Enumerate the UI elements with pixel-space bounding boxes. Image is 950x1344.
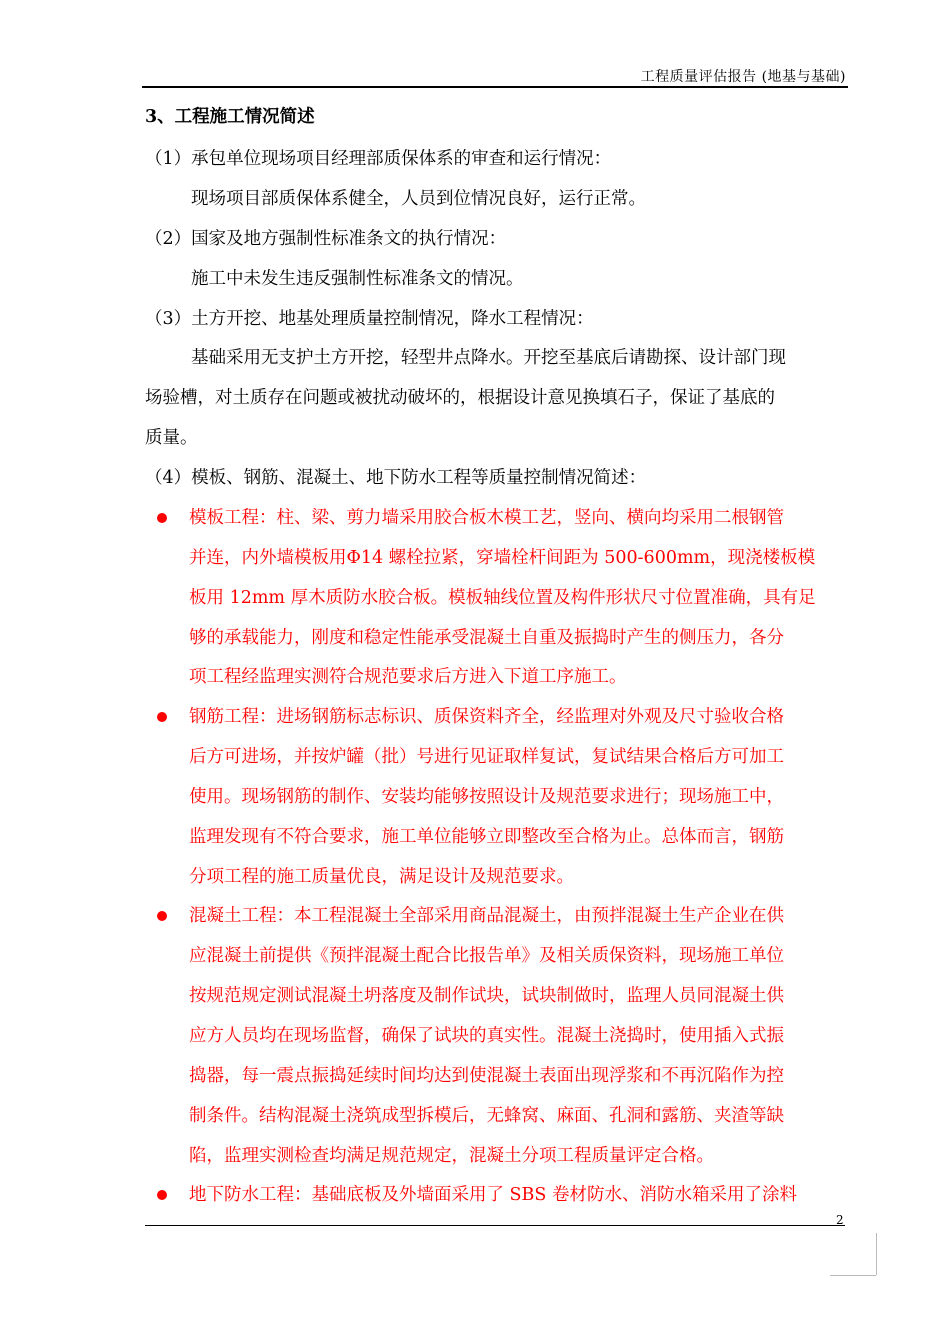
bullet-line: 项工程经监理实测符合规范要求后方进入下道工序施工。 (189, 667, 627, 687)
header-rule (142, 86, 848, 88)
bullet-dot-icon (157, 1190, 167, 1200)
header-title: 工程质量评估报告 (地基与基础) (640, 69, 846, 85)
item-2-body: 施工中未发生违反强制性标准条文的情况。 (191, 269, 524, 289)
bullet-line: 陷，监理实测检查均满足规范规定，混凝土分项工程质量评定合格。 (189, 1146, 714, 1166)
bullet-line: 捣器，每一震点振捣延续时间均达到使混凝土表面出现浮浆和不再沉陷作为控 (189, 1066, 784, 1086)
bullet-dot-icon (157, 712, 167, 722)
bullet-line: 制条件。结构混凝土浇筑成型拆模后，无蜂窝、麻面、孔洞和露筋、夹渣等缺 (189, 1106, 784, 1126)
bullet-line: 监理发现有不符合要求，施工单位能够立即整改至合格为止。总体而言，钢筋 (189, 827, 784, 847)
bullet-dot-icon (157, 513, 167, 523)
item-4-heading: （4）模板、钢筋、混凝土、地下防水工程等质量控制情况简述： (145, 468, 647, 488)
bullet-line: 后方可进场，并按炉罐（批）号进行见证取样复试，复试结果合格后方可加工 (189, 747, 784, 767)
bullet-line: 钢筋工程：进场钢筋标志标识、质保资料齐全，经监理对外观及尺寸验收合格 (189, 707, 784, 727)
item-1-heading: （1）承包单位现场项目经理部质保体系的审查和运行情况： (145, 149, 612, 169)
bullet-line: 按规范规定测试混凝土坍落度及制作试块，试块制做时，监理人员同混凝土供 (189, 986, 784, 1006)
item-3-body-line: 质量。 (145, 428, 198, 448)
item-1-body: 现场项目部质保体系健全，人员到位情况良好，运行正常。 (191, 189, 646, 209)
crop-mark (830, 1275, 876, 1276)
item-2-heading: （2）国家及地方强制性标准条文的执行情况： (145, 229, 507, 249)
bullet-line: 应方人员均在现场监督，确保了试块的真实性。混凝土浇捣时，使用插入式振 (189, 1026, 784, 1046)
bullet-line: 并连，内外墙模板用Φ14 螺栓拉紧，穿墙栓杆间距为 500-600mm，现浇楼板模 (189, 548, 816, 568)
bullet-line: 混凝土工程：本工程混凝土全部采用商品混凝土，由预拌混凝土生产企业在供 (189, 906, 784, 926)
item-3-body-line: 基础采用无支护土方开挖，轻型井点降水。开挖至基底后请勘探、设计部门现 (191, 348, 786, 368)
section-title: 3、工程施工情况简述 (145, 107, 315, 127)
bullet-line: 应混凝土前提供《预拌混凝土配合比报告单》及相关质保资料，现场施工单位 (189, 946, 784, 966)
item-3-heading: （3）土方开挖、地基处理质量控制情况，降水工程情况： (145, 309, 594, 329)
item-3-body-line: 场验槽，对土质存在问题或被扰动破坏的，根据设计意见换填石子，保证了基底的 (145, 388, 775, 408)
footer-rule (145, 1225, 845, 1226)
bullet-line: 使用。现场钢筋的制作、安装均能够按照设计及规范要求进行；现场施工中， (189, 787, 784, 807)
bullet-line: 分项工程的施工质量优良，满足设计及规范要求。 (189, 867, 574, 887)
bullet-line: 地下防水工程：基础底板及外墙面采用了 SBS 卷材防水、消防水箱采用了涂料 (189, 1185, 797, 1205)
bullet-line: 板用 12mm 厚木质防水胶合板。模板轴线位置及构件形状尺寸位置准确，具有足 (189, 588, 816, 608)
bullet-dot-icon (157, 911, 167, 921)
bullet-line: 模板工程：柱、梁、剪力墙采用胶合板木模工艺，竖向、横向均采用二根钢管 (189, 508, 784, 528)
page-number: 2 (836, 1213, 844, 1227)
crop-mark (876, 1233, 877, 1275)
bullet-line: 够的承载能力，刚度和稳定性能承受混凝土自重及振捣时产生的侧压力，各分 (189, 628, 784, 648)
